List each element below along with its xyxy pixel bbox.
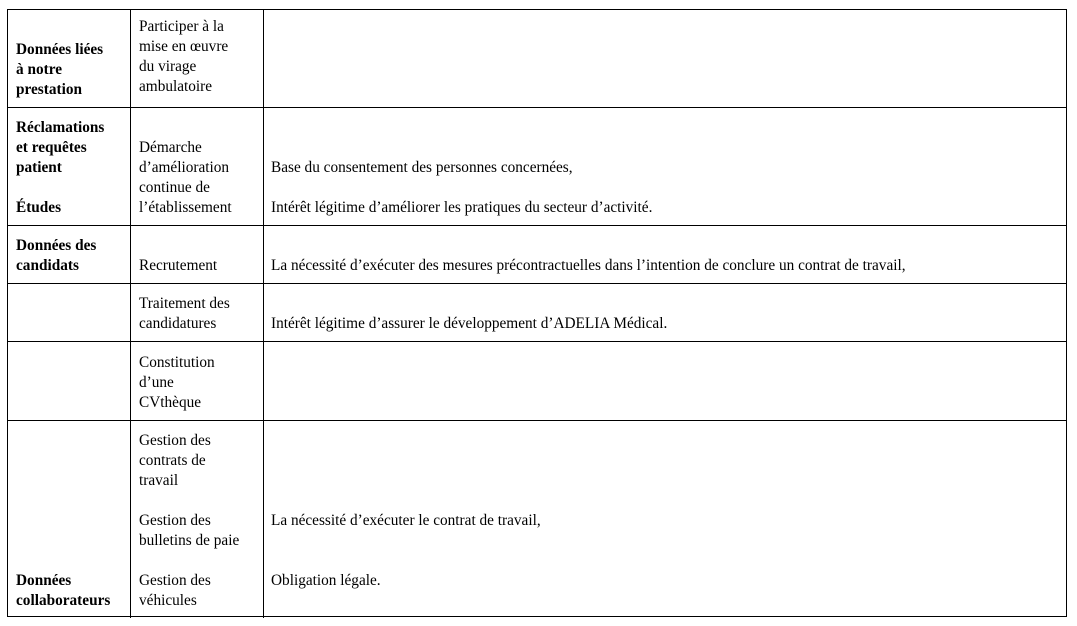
category-cell-empty — [8, 284, 131, 342]
purpose-line: d’amélioration — [139, 159, 230, 176]
purpose-line: Traitement des — [139, 295, 230, 312]
purpose-line: CVthèque — [139, 394, 202, 411]
category-line: à notre — [16, 61, 63, 78]
purpose-line: Gestion des — [139, 572, 211, 589]
legal-basis-line: Intérêt légitime d’assurer le développement d’ADELIA Médical. — [271, 315, 668, 332]
legal-basis-cell-empty — [264, 342, 1066, 421]
purpose-line: candidatures — [139, 315, 217, 332]
purpose-line: continue de — [139, 179, 210, 196]
category-line: patient — [16, 159, 62, 176]
category-line: candidats — [16, 257, 79, 274]
purpose-line: ambulatoire — [139, 78, 213, 95]
purpose-cell-amelioration — [131, 108, 264, 226]
line-spacer — [271, 551, 1058, 571]
purpose-line: Gestion des — [139, 512, 211, 529]
purpose-line: véhicules — [139, 592, 197, 609]
legal-basis-line: Intérêt légitime d’améliorer les pratiques du secteur d’activité. — [271, 199, 653, 216]
purpose-line: l’établissement — [139, 199, 232, 216]
purpose-line: bulletins de paie — [139, 532, 240, 549]
category-line: collaborateurs — [16, 592, 111, 609]
legal-basis-line: La nécessité d’exécuter le contrat de travail, — [271, 512, 541, 529]
purpose-line: mise en œuvre — [139, 38, 229, 55]
legal-basis-cell-precontractuel — [264, 226, 1066, 284]
legal-basis-cell-consentement — [264, 108, 1066, 226]
legal-basis-line: La nécessité d’exécuter des mesures précontractuelles dans l’intention de conclure un contrat de travail, — [271, 257, 906, 274]
line-spacer — [139, 491, 255, 511]
purpose-cell-candidatures — [131, 284, 264, 342]
line-spacer — [139, 551, 255, 571]
category-cell-collaborateurs — [8, 421, 131, 618]
data-processing-table — [7, 9, 1067, 617]
category-line: Réclamations — [16, 119, 105, 136]
legal-basis-cell-empty — [264, 10, 1066, 108]
category-line: Études — [16, 199, 62, 216]
purpose-line: Constitution — [139, 354, 215, 371]
category-cell-empty — [8, 342, 131, 421]
line-spacer — [16, 178, 122, 198]
purpose-cell-ambulatoire — [131, 10, 264, 108]
category-line: Données — [16, 572, 72, 589]
category-line: Données des — [16, 237, 97, 254]
purpose-line: du virage — [139, 58, 197, 75]
legal-basis-cell-contrat — [264, 421, 1066, 618]
purpose-line: Démarche — [139, 139, 202, 156]
legal-basis-cell-developpement — [264, 284, 1066, 342]
purpose-line: contrats de — [139, 452, 206, 469]
line-spacer — [271, 178, 1058, 198]
category-line: Données liées — [16, 41, 104, 58]
legal-basis-line: Base du consentement des personnes concernées, — [271, 159, 573, 176]
category-cell-prestation — [8, 10, 131, 108]
category-cell-candidats — [8, 226, 131, 284]
purpose-line: Participer à la — [139, 18, 224, 35]
purpose-line: Recrutement — [139, 257, 218, 274]
line-spacer — [271, 531, 1058, 551]
purpose-cell-cvtheque — [131, 342, 264, 421]
category-cell-reclamations — [8, 108, 131, 226]
purpose-cell-recrutement — [131, 226, 264, 284]
category-line: prestation — [16, 81, 83, 98]
purpose-line: travail — [139, 472, 179, 489]
purpose-line: Gestion des — [139, 432, 211, 449]
category-line: et requêtes — [16, 139, 87, 156]
legal-basis-line: Obligation légale. — [271, 572, 381, 589]
purpose-cell-gestion — [131, 421, 264, 618]
purpose-line: d’une — [139, 374, 174, 391]
line-spacer — [271, 591, 1058, 611]
